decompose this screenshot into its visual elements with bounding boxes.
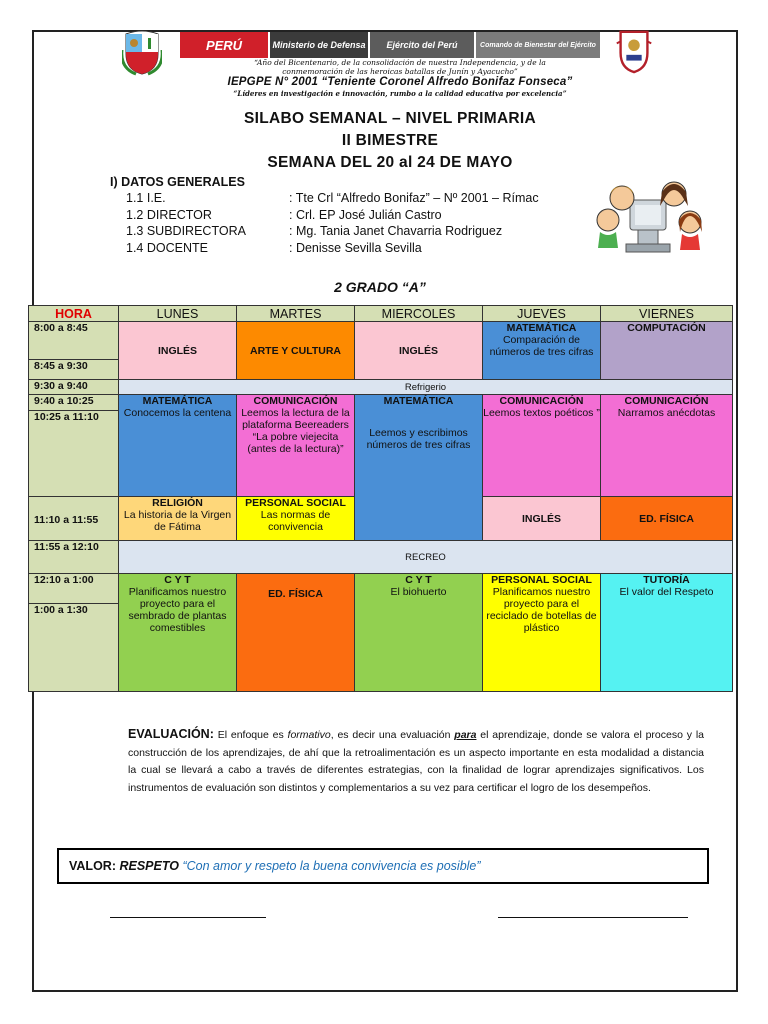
subject-label: COMUNICACIÓN	[624, 395, 709, 407]
bimester-title: II BIMESTRE	[341, 132, 439, 149]
cell-jueves-personal-social	[483, 574, 601, 692]
subject-label: INGLÉS	[398, 344, 439, 357]
datos-ie-value: : Tte Crl “Alfredo Bonifaz” – Nº 2001 – Rímac	[289, 191, 539, 205]
evaluacion-label: EVALUACIÓN:	[128, 727, 214, 741]
cell-lunes-religion	[119, 497, 237, 541]
cell-miercoles-ingles	[355, 322, 483, 380]
time-cell: 1:00 a 1:30	[29, 604, 119, 692]
evaluacion-text-1: El enfoque es	[213, 729, 288, 741]
schedule-table	[28, 305, 733, 692]
cell-miercoles-matematica	[355, 395, 483, 541]
topic-label: Narramos anécdotas	[617, 407, 716, 419]
banner-ministerio: Ministerio de Defensa	[270, 32, 368, 58]
cell-martes-arte	[237, 322, 355, 380]
cell-viernes-computacion	[601, 322, 733, 380]
year-motto-line2: conmemoración de las heroicas batallas de Junín y Ayacucho”	[282, 67, 518, 76]
datos-ie-label: 1.1 I.E.	[126, 191, 166, 205]
header-hora: HORA	[29, 306, 119, 322]
valor-quote: “Con amor y respeto la buena convivencia es posible”	[178, 859, 481, 873]
subject-label: COMPUTACIÓN	[627, 322, 706, 334]
table-row	[29, 574, 733, 604]
header-miercoles: MIERCOLES	[355, 306, 483, 322]
time-cell: 8:45 a 9:30	[29, 360, 119, 380]
cell-miercoles-cyt	[355, 574, 483, 692]
table-header-row	[29, 306, 733, 322]
time-cell: 9:40 a 10:25	[29, 395, 119, 411]
cell-viernes-tutoria	[601, 574, 733, 692]
subject-label: INGLÉS	[521, 512, 562, 525]
kids-computer-illustration	[594, 176, 704, 258]
government-banner	[180, 32, 600, 58]
subject-label: C Y T	[405, 574, 432, 586]
subject-label: COMUNICACIÓN	[499, 395, 584, 407]
time-cell: 11:10 a 11:55	[29, 497, 119, 541]
cell-martes-personal-social	[237, 497, 355, 541]
datos-subdirectora-value: : Mg. Tania Janet Chavarria Rodriguez	[289, 224, 503, 238]
header-martes: MARTES	[237, 306, 355, 322]
time-cell: 10:25 a 11:10	[29, 411, 119, 497]
banner-comando: Comando de Bienestar del Ejército	[476, 32, 600, 58]
subject-label: RELIGIÓN	[152, 497, 203, 509]
topic-label: La historia de la Virgen de Fátima	[123, 509, 232, 533]
time-cell: 12:10 a 1:00	[29, 574, 119, 604]
break-refrigerio: Refrigerio	[119, 380, 733, 395]
datos-docente-label: 1.4 DOCENTE	[126, 241, 208, 255]
valor-label: VALOR:	[69, 859, 120, 873]
valor-value: RESPETO	[119, 859, 179, 873]
topic-label: El valor del Respeto	[619, 586, 714, 598]
evaluacion-paragraph	[128, 726, 704, 797]
topic-label: Conocemos la centena	[123, 407, 232, 419]
datos-director-value: : Crl. EP José Julián Castro	[289, 208, 442, 222]
subject-label: ARTE Y CULTURA	[249, 344, 341, 357]
year-motto	[200, 58, 600, 76]
cell-jueves-ingles	[483, 497, 601, 541]
header-viernes: VIERNES	[601, 306, 733, 322]
time-cell: 11:55 a 12:10	[29, 541, 119, 574]
subject-label: TUTORÍA	[643, 574, 690, 586]
evaluacion-text-2: , es decir una evaluación	[330, 729, 455, 741]
cell-lunes-matematica	[119, 395, 237, 497]
subject-label: C Y T	[164, 574, 191, 586]
cell-lunes-ingles	[119, 322, 237, 380]
table-row	[29, 322, 733, 360]
table-row	[29, 395, 733, 411]
datos-docente-value: : Denisse Sevilla Sevilla	[289, 241, 422, 255]
cell-martes-ed-fisica	[237, 574, 355, 692]
subject-label: ED. FÍSICA	[268, 588, 323, 600]
signature-line-right	[498, 917, 688, 918]
peru-coat-of-arms-icon	[122, 30, 162, 76]
topic-label: Leemos textos poéticos ”	[483, 407, 600, 419]
subject-label: INGLÉS	[157, 344, 198, 357]
subject-label: PERSONAL SOCIAL	[491, 574, 592, 586]
subject-label: MATEMÁTICA	[506, 322, 577, 334]
banner-peru: PERÚ	[180, 32, 268, 58]
subject-label: MATEMÁTICA	[383, 395, 454, 407]
header-jueves: JUEVES	[483, 306, 601, 322]
cell-jueves-comunicacion	[483, 395, 601, 497]
week-title: SEMANA DEL 20 al 24 DE MAYO	[267, 154, 513, 171]
topic-label: Leemos la lectura de la plataforma Beereaders “La pobre viejecita (antes de la lectura)”	[241, 407, 350, 455]
topic-label: Las normas de convivencia	[260, 509, 331, 533]
header-lunes: LUNES	[119, 306, 237, 322]
topic-label: Planificamos nuestro proyecto para el sembrado de plantas comestibles	[128, 586, 227, 634]
table-row	[29, 541, 733, 574]
cell-viernes-ed-fisica	[601, 497, 733, 541]
signature-line-left	[110, 917, 266, 918]
grade-heading: 2 GRADO “A”	[334, 279, 426, 295]
cell-viernes-comunicacion	[601, 395, 733, 497]
evaluacion-para: para	[454, 729, 477, 741]
topic-label: Leemos y escribimos números de tres cifras	[366, 427, 471, 451]
cell-lunes-cyt	[119, 574, 237, 692]
cell-martes-comunicacion	[237, 395, 355, 497]
datos-subdirectora-label: 1.3 SUBDIRECTORA	[126, 224, 246, 238]
school-emblem-icon	[614, 28, 654, 74]
table-row	[29, 380, 733, 395]
time-cell: 8:00 a 8:45	[29, 322, 119, 360]
school-name: IEPGPE N° 2001 “Teniente Coronel Alfredo Bonifaz Fonseca”	[227, 76, 573, 88]
subject-label: PERSONAL SOCIAL	[245, 497, 346, 509]
main-title: SILABO SEMANAL – NIVEL PRIMARIA	[243, 110, 537, 127]
time-cell: 9:30 a 9:40	[29, 380, 119, 395]
banner-ejercito: Ejército del Perú	[370, 32, 474, 58]
subject-label: COMUNICACIÓN	[253, 395, 338, 407]
evaluacion-text-3: el aprendizaje, donde se valora el proceso y la construcción de los aprendizajes, de ahí que la retroalimentación es un aspecto importante en esta modalidad a distancia la cual se llevará a cabo a través de diferentes estrategias, con la finalidad de lograr aprendizajes significativos. Los instrumentos de evaluación son distintos y complementarios a su vez para certificar el logro de los desempeños.	[128, 729, 704, 794]
topic-label: El biohuerto	[390, 586, 447, 598]
year-motto-line1: “Año del Bicentenario, de la consolidación de nuestra Independencia, y de la	[254, 58, 546, 67]
break-recreo: RECREO	[119, 541, 733, 574]
datos-generales-heading: I) DATOS GENERALES	[110, 175, 245, 189]
subject-label: MATEMÁTICA	[142, 395, 213, 407]
subject-label: ED. FÍSICA	[639, 512, 694, 525]
evaluacion-formativo: formativo	[287, 729, 331, 741]
valor-box	[57, 848, 709, 884]
school-motto: “Líderes en investigación e innovación, rumbo a la calidad educativa por excelencia”	[233, 89, 567, 98]
topic-label: Comparación de números de tres cifras	[489, 334, 594, 358]
topic-label: Planificamos nuestro proyecto para el reciclado de botellas de plástico	[486, 586, 597, 634]
cell-jueves-matematica	[483, 322, 601, 380]
datos-director-label: 1.2 DIRECTOR	[126, 208, 212, 222]
